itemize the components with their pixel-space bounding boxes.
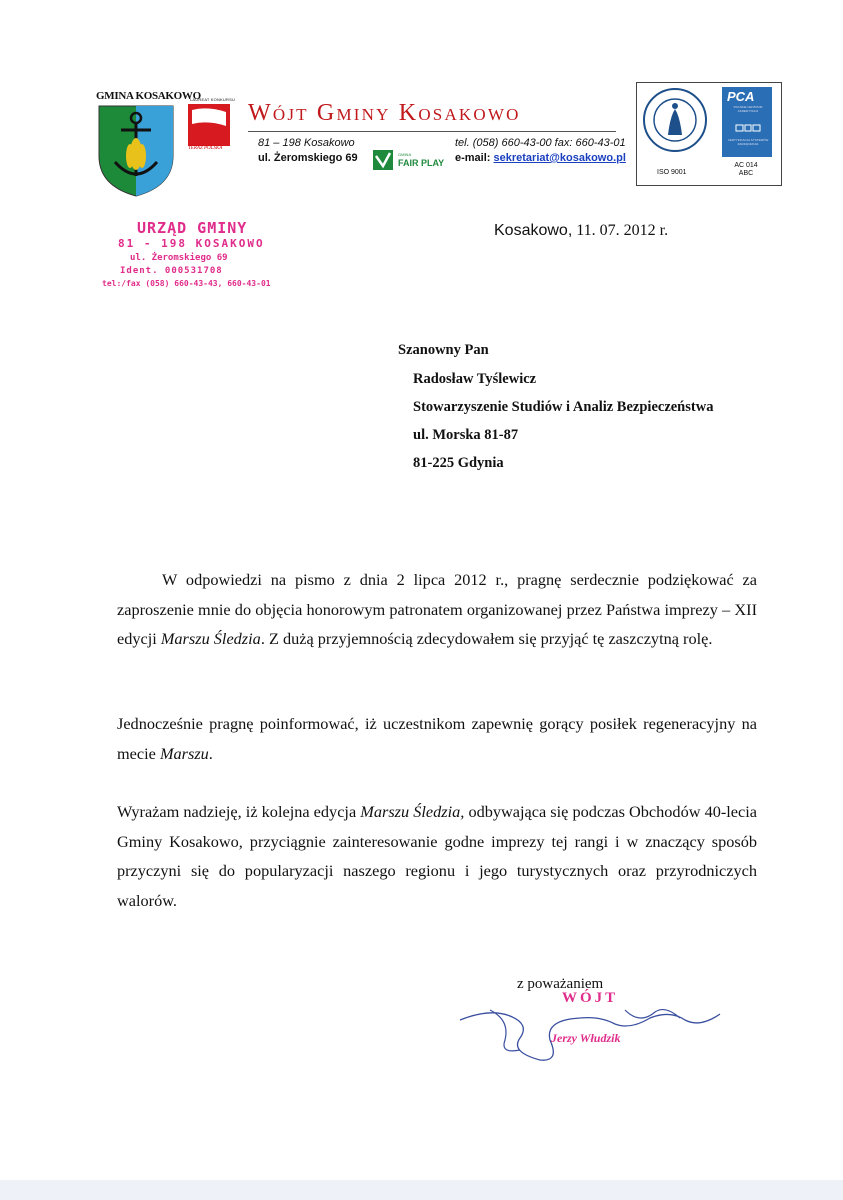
office-title: Wójt Gminy Kosakowo	[248, 100, 521, 126]
address-street: ul. Żeromskiego 69	[258, 152, 358, 164]
ac-sub: ABC	[738, 170, 754, 177]
p1-emphasis: Marszu Śledzia	[160, 629, 261, 648]
body-paragraph-1	[117, 565, 757, 654]
recipient-salutation: Szanowny Pan	[398, 342, 489, 358]
title-divider	[248, 131, 616, 132]
stamp-office: URZĄD GMINY	[137, 219, 248, 237]
teraz-polska-label: TERAZ POLSKA	[188, 146, 223, 151]
p3-emphasis: Marszu Śledzia,	[360, 802, 465, 821]
date-value: 11. 07. 2012 r.	[572, 222, 669, 239]
stamp-wojt: WÓJT	[562, 990, 619, 1006]
phone-fax: tel. (058) 660-43-00 fax: 660-43-01	[455, 137, 626, 149]
email-label: e-mail:	[455, 152, 494, 164]
p3-text-a: Wyrażam nadzieję, iż kolejna edycja	[117, 802, 361, 821]
fair-play-check-icon	[373, 150, 393, 170]
iso-seal-icon	[642, 87, 708, 153]
letter-date	[494, 222, 668, 240]
ac-code: AC 014	[734, 162, 758, 169]
recipient-city: 81-225 Gdynia	[413, 455, 504, 471]
stamp-city: 81 - 198 KOSAKOWO	[118, 237, 265, 250]
stamp-ident: Ident. 000531708	[120, 266, 223, 276]
p3-text-b: odbywająca się podczas Obchodów 40-lecia Gminy Kosakowo, przyciągnie zainteresowanie godne imprezy tej rangi i w znaczący sposób przyczyni się do popularyzacji naszego regionu i jego turystycznych oraz przyrodniczych walorów.	[117, 802, 758, 910]
fair-play-label: FAIR PLAY	[398, 158, 445, 168]
gmina-crest-logo	[97, 104, 175, 198]
stamp-phone: tel:/fax (058) 660-43-43, 660-43-01	[102, 279, 271, 288]
recipient-street: ul. Morska 81-87	[413, 427, 519, 443]
ac-label	[731, 162, 761, 178]
p1-text-b: . Z dużą przyjemnością zdecydowałem się przyjąć tę zaszczytną rolę.	[260, 629, 713, 648]
body-paragraph-2	[117, 709, 757, 768]
p2-text-b: .	[208, 743, 213, 763]
email-line	[455, 152, 626, 164]
address-city: 81 – 198 Kosakowo	[258, 137, 355, 149]
p2-emphasis: Marszu	[159, 743, 209, 763]
laureat-label: LAUREAT KONKURSU	[190, 97, 236, 102]
p1-text-a: W odpowiedzi na pismo z dnia 2 lipca 2012 r., pragnę serdecznie podziękować za zaproszenie mnie do objęcia honorowym patronatem organizowanej przez Państwa imprezy – XII edycji	[117, 570, 757, 648]
date-place: Kosakowo,	[494, 222, 573, 239]
pca-chain-icon	[735, 124, 761, 132]
scan-edge	[0, 1180, 843, 1200]
pca-subtitle: POLSKIE CENTRUM AKREDYTACJI	[733, 105, 763, 113]
closing-regards: z poważaniem	[517, 976, 604, 992]
teraz-polska-logo	[188, 104, 230, 146]
signatory-name: Jerzy Włudzik	[551, 1031, 621, 1045]
body-paragraph-3	[117, 797, 757, 915]
email-link[interactable]: sekretariat@kosakowo.pl	[493, 152, 626, 164]
p2-text-a: Jednocześnie pragnę poinformować, iż uczestnikom zapewnię gorący posiłek regeneracyjny na mecie	[117, 714, 757, 763]
stamp-street: ul. Żeromskiego 69	[130, 253, 228, 263]
iso-label: ISO 9001	[657, 169, 687, 176]
fair-play-small-label: GMINA	[398, 152, 412, 157]
recipient-name: Radosław Tyślewicz	[413, 371, 537, 387]
pca-small-text: CERTYFIKACJA SYSTEMÓW ZARZĄDZANIA	[727, 138, 769, 146]
pca-label: PCA	[727, 89, 755, 104]
crest-label: GMINA KOSAKOWO	[96, 90, 201, 102]
recipient-organization: Stowarzyszenie Studiów i Analiz Bezpieczeństwa	[413, 399, 714, 415]
